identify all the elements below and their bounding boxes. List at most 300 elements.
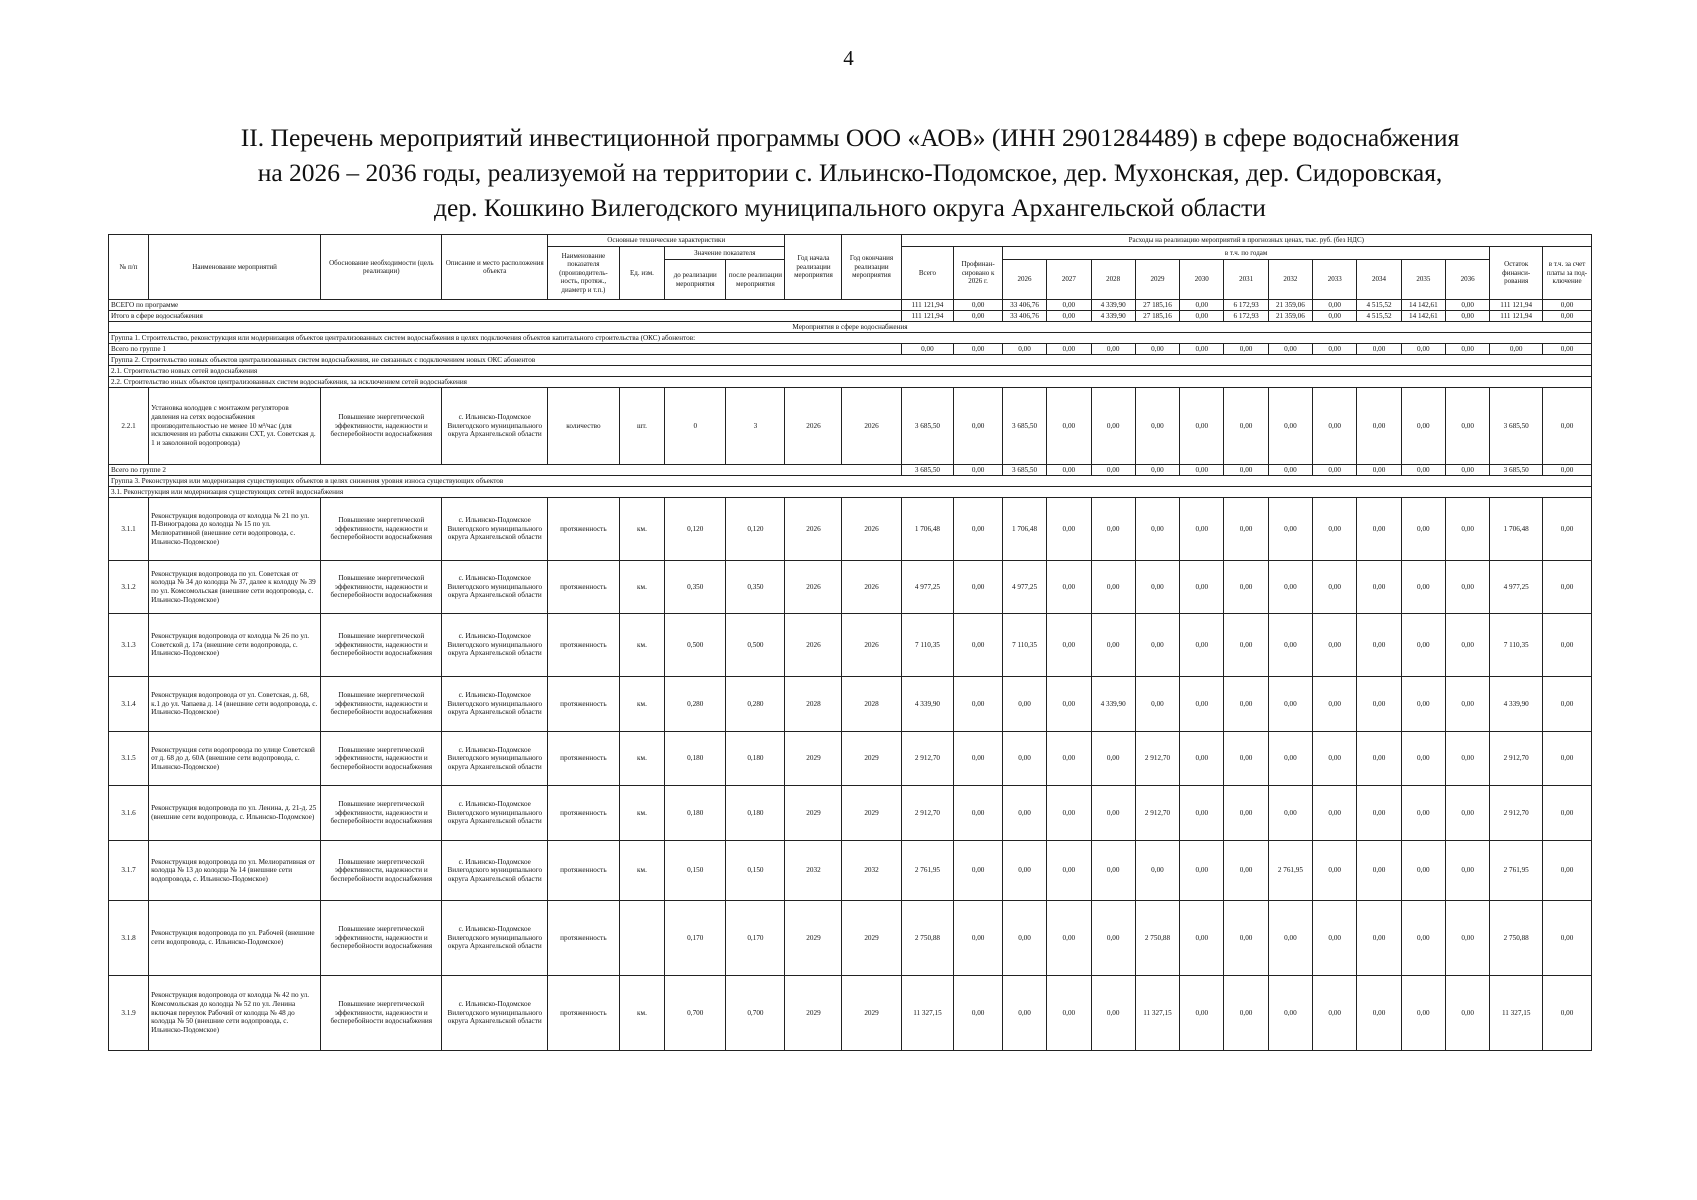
value-cell: 0,00	[1446, 841, 1490, 901]
unit: км.	[619, 677, 664, 732]
indicator-name: протяженность	[548, 841, 620, 901]
value-cell: 0,00	[1543, 344, 1592, 355]
unit: км.	[619, 498, 664, 561]
measure-name: Реконструкция водопровода по ул. Мелиоративная от колодца № 13 до колодца № 14 (внешние сети водопровода, с. Ильинско-Подомское)	[149, 841, 321, 901]
col-connection-fee: в т.ч. за счет платы за под-ключение	[1543, 247, 1592, 300]
value-after: 0,170	[726, 901, 785, 976]
value-cell: 0,00	[1313, 786, 1357, 841]
value-cell: 0,00	[1224, 841, 1268, 901]
justification: Повышение энергетической эффективности, надежности и бесперебойности водоснабжения	[321, 732, 442, 786]
value-cell: 0,00	[1401, 344, 1445, 355]
value-cell: 14 142,61	[1401, 311, 1445, 322]
group-label: 3.1. Реконструкция или модернизация существующих сетей водоснабжения	[109, 487, 1592, 498]
value-cell: 0,00	[1180, 732, 1224, 786]
value-cell: 33 406,76	[1002, 300, 1046, 311]
group2-label-row	[109, 355, 1592, 366]
location: с. Ильинско-Подомское Вилегодского муниципального округа Архангельской области	[442, 677, 548, 732]
value-cell: 0,00	[1446, 388, 1490, 465]
value-cell: 0,00	[954, 300, 1003, 311]
col-expenses-group: Расходы на реализацию мероприятий в прогнозных ценах, тыс. руб. (без НДС)	[901, 235, 1591, 247]
value-cell: 0,00	[954, 901, 1003, 976]
value-cell: 0,00	[1091, 388, 1135, 465]
justification: Повышение энергетической эффективности, надежности и бесперебойности водоснабжения	[321, 901, 442, 976]
value-cell: 2 912,70	[901, 732, 954, 786]
value-cell: 0,00	[1268, 465, 1312, 476]
value-cell: 0,00	[1224, 388, 1268, 465]
year-end: 2029	[842, 901, 901, 976]
value-cell: 0,00	[1047, 465, 1091, 476]
value-cell: 0,00	[1224, 498, 1268, 561]
row-number: 3.1.5	[109, 732, 149, 786]
investment-program-table	[108, 234, 1592, 1051]
measure-name: Реконструкция водопровода от ул. Советская, д. 68, к.1 до ул. Чапаева д. 14 (внешние сети водопровода, с. Ильинско-Подомское)	[149, 677, 321, 732]
value-cell: 0,00	[954, 561, 1003, 614]
value-cell: 0,00	[1047, 388, 1091, 465]
value-cell: 111 121,94	[901, 311, 954, 322]
value-cell: 0,00	[1357, 677, 1401, 732]
value-before: 0,170	[665, 901, 726, 976]
value-cell: 0,00	[1180, 344, 1224, 355]
year-end: 2029	[842, 732, 901, 786]
indicator-name: протяженность	[548, 901, 620, 976]
location: с. Ильинско-Подомское Вилегодского муниципального округа Архангельской области	[442, 732, 548, 786]
value-cell: 0,00	[1401, 465, 1445, 476]
value-cell: 3 685,50	[1002, 388, 1046, 465]
group-label: Группа 1. Строительство, реконструкция или модернизация объектов централизованных систем водоснабжения в целях подключения объектов капитального строительства (ОКС) абонентов:	[109, 333, 1592, 344]
value-cell: 0,00	[1401, 677, 1445, 732]
page-number: 4	[843, 46, 854, 70]
value-cell: 0,00	[954, 498, 1003, 561]
value-cell: 0,00	[1091, 841, 1135, 901]
group1-total-row	[109, 344, 1592, 355]
value-cell: 0,00	[1357, 344, 1401, 355]
value-cell: 0,00	[1002, 344, 1046, 355]
value-before: 0,700	[665, 976, 726, 1051]
value-cell: 4 339,90	[901, 677, 954, 732]
value-cell: 0,00	[1135, 465, 1179, 476]
value-cell: 3 685,50	[1490, 465, 1543, 476]
value-cell: 0,00	[1446, 300, 1490, 311]
summary-label: Итого в сфере водоснабжения	[109, 311, 902, 322]
justification: Повышение энергетической эффективности, надежности и бесперебойности водоснабжения	[321, 786, 442, 841]
value-cell: 0,00	[1224, 614, 1268, 677]
value-cell: 0,00	[954, 677, 1003, 732]
location: с. Ильинско-Подомское Вилегодского муниципального округа Архангельской области	[442, 388, 548, 465]
value-cell: 4 977,25	[901, 561, 954, 614]
value-cell: 0,00	[1357, 388, 1401, 465]
value-cell: 0,00	[1313, 561, 1357, 614]
value-cell: 0,00	[1091, 561, 1135, 614]
table-body	[109, 300, 1592, 1051]
value-cell: 0,00	[1135, 841, 1179, 901]
row-number: 3.1.9	[109, 976, 149, 1051]
unit: шт.	[619, 388, 664, 465]
value-cell: 0,00	[1543, 841, 1592, 901]
justification: Повышение энергетической эффективности, надежности и бесперебойности водоснабжения	[321, 498, 442, 561]
value-cell: 0,00	[1091, 732, 1135, 786]
value-cell: 4 339,90	[1490, 677, 1543, 732]
value-cell: 0,00	[1224, 677, 1268, 732]
value-cell: 0,00	[1446, 732, 1490, 786]
value-cell: 2 761,95	[1490, 841, 1543, 901]
summary-label: Всего по группе 2	[109, 465, 902, 476]
table-row	[109, 901, 1592, 976]
group-label: Мероприятия в сфере водоснабжения	[109, 322, 1592, 333]
value-cell: 0,00	[1446, 901, 1490, 976]
value-cell: 0,00	[1047, 614, 1091, 677]
value-cell: 0,00	[1268, 561, 1312, 614]
value-cell: 27 185,16	[1135, 300, 1179, 311]
value-cell: 4 515,52	[1357, 311, 1401, 322]
value-cell: 0,00	[1313, 976, 1357, 1051]
value-cell: 0,00	[1047, 677, 1091, 732]
value-cell: 21 359,06	[1268, 311, 1312, 322]
value-cell: 0,00	[1180, 388, 1224, 465]
year-end: 2028	[842, 677, 901, 732]
value-cell: 111 121,94	[1490, 300, 1543, 311]
table-row	[109, 614, 1592, 677]
value-cell: 0,00	[954, 614, 1003, 677]
measure-name: Реконструкция водопровода по ул. Советская от колодца № 34 до колодца № 37, далее к колодцу № 39 по ул. Комсомольская (внешние сети водопровода, с. Ильинско-Подомское)	[149, 561, 321, 614]
group3-sub31-row	[109, 487, 1592, 498]
value-cell: 7 110,35	[1002, 614, 1046, 677]
value-cell: 0,00	[1357, 841, 1401, 901]
value-cell: 0,00	[1180, 901, 1224, 976]
value-cell: 11 327,15	[1135, 976, 1179, 1051]
value-cell: 3 685,50	[1002, 465, 1046, 476]
row-number: 3.1.2	[109, 561, 149, 614]
group-label: 2.2. Строительство иных объектов централизованных систем водоснабжения, за исключением сетей водоснабжения	[109, 377, 1592, 388]
value-cell: 0,00	[1446, 498, 1490, 561]
value-cell: 0,00	[1180, 300, 1224, 311]
col-year-2030: 2030	[1180, 260, 1224, 300]
col-total: Всего	[901, 247, 954, 300]
value-cell: 0,00	[1543, 300, 1592, 311]
value-cell: 0,00	[1180, 614, 1224, 677]
year-start: 2026	[785, 498, 842, 561]
value-cell: 0,00	[1401, 901, 1445, 976]
value-cell: 0,00	[954, 344, 1003, 355]
value-cell: 0,00	[1135, 344, 1179, 355]
value-cell: 0,00	[1091, 344, 1135, 355]
value-cell: 0,00	[1268, 344, 1312, 355]
value-cell: 0,00	[1091, 465, 1135, 476]
value-cell: 0,00	[1313, 841, 1357, 901]
group-label: 2.1. Строительство новых сетей водоснабжения	[109, 366, 1592, 377]
value-cell: 0,00	[1543, 311, 1592, 322]
indicator-name: протяженность	[548, 614, 620, 677]
value-cell: 0,00	[1357, 976, 1401, 1051]
col-year-2035: 2035	[1401, 260, 1445, 300]
value-cell: 0,00	[1543, 388, 1592, 465]
value-cell: 0,00	[1091, 614, 1135, 677]
value-after: 0,500	[726, 614, 785, 677]
value-cell: 2 761,95	[901, 841, 954, 901]
value-cell: 0,00	[1543, 614, 1592, 677]
row-number: 3.1.3	[109, 614, 149, 677]
title-line-3: дер. Кошкино Вилегодского муниципального округа Архангельской области	[434, 193, 1266, 222]
value-cell: 0,00	[1268, 388, 1312, 465]
value-cell: 0,00	[954, 841, 1003, 901]
justification: Повышение энергетической эффективности, надежности и бесперебойности водоснабжения	[321, 614, 442, 677]
value-cell: 0,00	[1401, 498, 1445, 561]
value-cell: 0,00	[1268, 614, 1312, 677]
col-year-2029: 2029	[1135, 260, 1179, 300]
value-cell: 0,00	[1313, 732, 1357, 786]
value-after: 0,350	[726, 561, 785, 614]
value-cell: 0,00	[1002, 901, 1046, 976]
group3-label-row	[109, 476, 1592, 487]
value-after: 3	[726, 388, 785, 465]
table-row	[109, 976, 1592, 1051]
value-cell: 0,00	[1180, 677, 1224, 732]
value-cell: 0,00	[954, 976, 1003, 1051]
value-cell: 0,00	[1091, 786, 1135, 841]
value-cell: 6 172,93	[1224, 300, 1268, 311]
value-cell: 0,00	[1313, 677, 1357, 732]
unit: км.	[619, 786, 664, 841]
col-remainder: Остаток финанси-рования	[1490, 247, 1543, 300]
value-cell: 0,00	[1224, 976, 1268, 1051]
value-cell: 0,00	[1224, 732, 1268, 786]
col-justification: Обоснование необходимости (цель реализации)	[321, 235, 442, 300]
value-cell: 7 110,35	[1490, 614, 1543, 677]
value-cell: 0,00	[1401, 786, 1445, 841]
value-cell: 0,00	[1446, 344, 1490, 355]
value-cell: 1 706,48	[901, 498, 954, 561]
measure-name: Установка колодцев с монтажом регуляторов давления на сетях водоснабжения производительностью не менее 10 м³/час (для исключения из работы скважин СХТ, ул. Советская д. 1 и заколонной водопровода)	[149, 388, 321, 465]
table-row	[109, 388, 1592, 465]
title-line-1: II. Перечень мероприятий инвестиционной программы ООО «АОВ» (ИНН 2901284489) в сфере водоснабжения	[240, 123, 1460, 152]
table-row	[109, 732, 1592, 786]
row-number: 3.1.1	[109, 498, 149, 561]
unit: км.	[619, 732, 664, 786]
value-cell: 0,00	[1180, 976, 1224, 1051]
year-start: 2029	[785, 901, 842, 976]
col-indicator-value: Значение показателя	[665, 247, 785, 260]
value-cell: 0,00	[1357, 732, 1401, 786]
group-label: Группа 2. Строительство новых объектов централизованных систем водоснабжения, не связанных с подключением новых ОКС абонентов	[109, 355, 1592, 366]
value-cell: 0,00	[1224, 901, 1268, 976]
value-cell: 0,00	[1543, 732, 1592, 786]
value-cell: 4 977,25	[1002, 561, 1046, 614]
value-cell: 2 912,70	[1490, 732, 1543, 786]
value-cell: 0,00	[1002, 841, 1046, 901]
col-year-end: Год окончания реализации мероприятия	[842, 235, 901, 300]
col-year-start: Год начала реализации мероприятия	[785, 235, 842, 300]
col-year-2034: 2034	[1357, 260, 1401, 300]
unit: км.	[619, 561, 664, 614]
value-cell: 1 706,48	[1002, 498, 1046, 561]
row-number: 2.2.1	[109, 388, 149, 465]
value-after: 0,120	[726, 498, 785, 561]
location: с. Ильинско-Подомское Вилегодского муниципального округа Архангельской области	[442, 901, 548, 976]
indicator-name: протяженность	[548, 976, 620, 1051]
value-cell: 0,00	[1446, 561, 1490, 614]
value-cell: 0,00	[1268, 732, 1312, 786]
value-cell: 0,00	[1047, 300, 1091, 311]
value-cell: 0,00	[1446, 614, 1490, 677]
col-year-2027: 2027	[1047, 260, 1091, 300]
value-cell: 0,00	[1268, 976, 1312, 1051]
value-cell: 0,00	[1543, 498, 1592, 561]
value-cell: 0,00	[1401, 614, 1445, 677]
value-cell: 0,00	[1313, 465, 1357, 476]
value-cell: 0,00	[1446, 677, 1490, 732]
value-cell: 33 406,76	[1002, 311, 1046, 322]
value-cell: 0,00	[1268, 901, 1312, 976]
col-year-2033: 2033	[1313, 260, 1357, 300]
col-name: Наименование мероприятий	[149, 235, 321, 300]
section-label-row	[109, 322, 1592, 333]
indicator-name: протяженность	[548, 561, 620, 614]
year-end: 2026	[842, 498, 901, 561]
value-cell: 0,00	[1180, 786, 1224, 841]
unit	[619, 901, 664, 976]
value-cell: 0,00	[1543, 976, 1592, 1051]
location: с. Ильинско-Подомское Вилегодского муниципального округа Архангельской области	[442, 786, 548, 841]
table-row	[109, 498, 1592, 561]
value-cell: 0,00	[1268, 677, 1312, 732]
measure-name: Реконструкция водопровода от колодца № 42 по ул. Комсомольская до колодца № 52 по ул. Ленина включая переулок Рабочий от колодца № 48 до колодца № 50 (внешние сети водопровода, с. Ильинско-Подомское)	[149, 976, 321, 1051]
justification: Повышение энергетической эффективности, надежности и бесперебойности водоснабжения	[321, 976, 442, 1051]
col-num: № п/п	[109, 235, 149, 300]
value-cell: 0,00	[1135, 388, 1179, 465]
year-start: 2032	[785, 841, 842, 901]
value-cell: 0,00	[1490, 344, 1543, 355]
col-year-2036: 2036	[1446, 260, 1490, 300]
value-cell: 0,00	[1313, 614, 1357, 677]
value-before: 0,350	[665, 561, 726, 614]
value-cell: 0,00	[1446, 311, 1490, 322]
indicator-name: протяженность	[548, 498, 620, 561]
value-cell: 2 912,70	[901, 786, 954, 841]
measure-name: Реконструкция водопровода от колодца № 26 по ул. Советской д. 17а (внешние сети водопровода, с. Ильинско-Подомское)	[149, 614, 321, 677]
value-cell: 0,00	[1224, 465, 1268, 476]
justification: Повышение энергетической эффективности, надежности и бесперебойности водоснабжения	[321, 561, 442, 614]
value-after: 0,280	[726, 677, 785, 732]
value-cell: 0,00	[1401, 388, 1445, 465]
value-cell: 7 110,35	[901, 614, 954, 677]
value-cell: 0,00	[954, 786, 1003, 841]
value-cell: 0,00	[1313, 388, 1357, 465]
year-start: 2026	[785, 388, 842, 465]
location: с. Ильинско-Подомское Вилегодского муниципального округа Архангельской области	[442, 841, 548, 901]
value-cell: 2 912,70	[1135, 732, 1179, 786]
value-cell: 0,00	[1047, 786, 1091, 841]
title-line-2: на 2026 – 2036 годы, реализуемой на территории с. Ильинско-Подомское, дер. Мухонская, дер. Сидоровская,	[257, 158, 1443, 187]
group2-total-row	[109, 465, 1592, 476]
year-start: 2028	[785, 677, 842, 732]
value-cell: 0,00	[1543, 786, 1592, 841]
value-cell: 0,00	[1357, 465, 1401, 476]
value-cell: 0,00	[1446, 786, 1490, 841]
row-number: 3.1.7	[109, 841, 149, 901]
row-number: 3.1.4	[109, 677, 149, 732]
value-cell: 0,00	[1047, 561, 1091, 614]
measure-name: Реконструкция водопровода по ул. Ленина, д. 21-д. 25 (внешние сети водопровода, с. Ильинско-Подомское)	[149, 786, 321, 841]
value-after: 0,180	[726, 732, 785, 786]
value-cell: 0,00	[1401, 976, 1445, 1051]
value-cell: 4 339,90	[1091, 300, 1135, 311]
value-cell: 0,00	[954, 311, 1003, 322]
value-cell: 0,00	[1224, 561, 1268, 614]
value-cell: 2 912,70	[1490, 786, 1543, 841]
value-cell: 0,00	[1002, 976, 1046, 1051]
year-end: 2029	[842, 786, 901, 841]
value-cell: 0,00	[1047, 732, 1091, 786]
value-cell: 0,00	[1002, 677, 1046, 732]
summary-label: ВСЕГО по программе	[109, 300, 902, 311]
unit: км.	[619, 841, 664, 901]
value-before: 0,120	[665, 498, 726, 561]
value-cell: 0,00	[1446, 976, 1490, 1051]
year-start: 2029	[785, 732, 842, 786]
col-by-years: в т.ч. по годам	[1002, 247, 1489, 260]
value-cell: 4 977,25	[1490, 561, 1543, 614]
year-start: 2029	[785, 786, 842, 841]
col-tech-group: Основные технические характеристики	[548, 235, 785, 247]
value-cell: 0,00	[1135, 677, 1179, 732]
table-row	[109, 677, 1592, 732]
value-cell: 0,00	[954, 388, 1003, 465]
value-cell: 0,00	[1135, 614, 1179, 677]
value-cell: 0,00	[1180, 311, 1224, 322]
value-cell: 0,00	[1313, 311, 1357, 322]
document-title	[130, 120, 1570, 225]
value-cell: 2 912,70	[1135, 786, 1179, 841]
value-cell: 0,00	[1224, 344, 1268, 355]
value-cell: 21 359,06	[1268, 300, 1312, 311]
value-cell: 4 339,90	[1091, 677, 1135, 732]
year-end: 2026	[842, 561, 901, 614]
value-before: 0,280	[665, 677, 726, 732]
col-financed: Профинан-сировано к 2026 г.	[954, 247, 1003, 300]
total-water-row	[109, 311, 1592, 322]
summary-label: Всего по группе 1	[109, 344, 902, 355]
value-cell: 2 750,88	[1135, 901, 1179, 976]
col-year-2031: 2031	[1224, 260, 1268, 300]
value-cell: 0,00	[1313, 901, 1357, 976]
value-cell: 0,00	[1357, 614, 1401, 677]
value-before: 0	[665, 388, 726, 465]
value-cell: 0,00	[1446, 465, 1490, 476]
justification: Повышение энергетической эффективности, надежности и бесперебойности водоснабжения	[321, 841, 442, 901]
year-end: 2029	[842, 976, 901, 1051]
value-cell: 0,00	[1091, 498, 1135, 561]
value-cell: 0,00	[1268, 786, 1312, 841]
value-cell: 0,00	[1357, 498, 1401, 561]
measure-name: Реконструкция водопровода от колодца № 21 по ул. П-Виноградова до колодца № 15 по ул. Мелиоративной (внешние сети водопровода, с. Ильинско-Подомское)	[149, 498, 321, 561]
value-cell: 4 339,90	[1091, 311, 1135, 322]
value-cell: 1 706,48	[1490, 498, 1543, 561]
year-end: 2026	[842, 388, 901, 465]
value-cell: 6 172,93	[1224, 311, 1268, 322]
value-cell: 0,00	[1224, 786, 1268, 841]
value-cell: 0,00	[1543, 561, 1592, 614]
value-cell: 0,00	[1091, 976, 1135, 1051]
group1-label-row	[109, 333, 1592, 344]
location: с. Ильинско-Подомское Вилегодского муниципального округа Архангельской области	[442, 498, 548, 561]
value-cell: 4 515,52	[1357, 300, 1401, 311]
year-end: 2032	[842, 841, 901, 901]
value-cell: 0,00	[1047, 311, 1091, 322]
col-before: до реализации мероприятия	[665, 260, 726, 300]
value-before: 0,180	[665, 732, 726, 786]
table-row	[109, 786, 1592, 841]
col-year-2032: 2032	[1268, 260, 1312, 300]
table-header	[109, 235, 1592, 300]
